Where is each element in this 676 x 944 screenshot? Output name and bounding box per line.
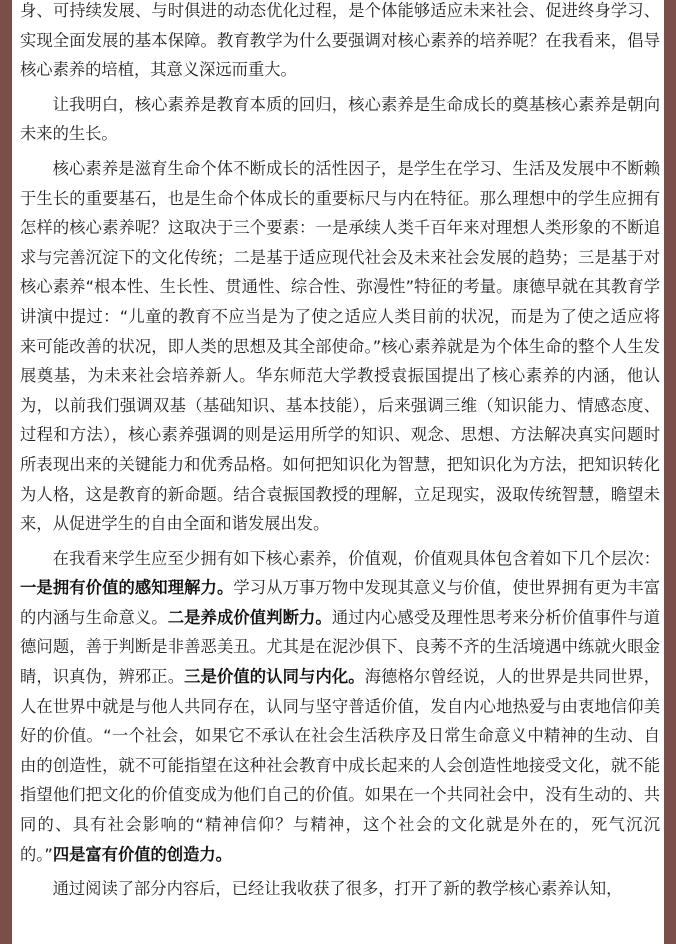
article-page [12, 0, 664, 944]
paragraph-2: 让我明白，核心素养是教育本质的回归，核心素养是生命成长的奠基核心素养是朝向未来的生长。 [20, 94, 660, 144]
paragraph-4-text-2: 学习从万事万物中发现其意义与价值，使世界拥有更为丰富的内涵与生命意义。 [20, 578, 660, 627]
paragraph-4-bold-2: 二是养成价值判断力。 [167, 607, 332, 627]
paragraph-3: 核心素养是滋育生命个体不断成长的活性因子，是学生在学习、生活及发展中不断赖于生长的重要基石，也是生命个体成长的重要标尺与内在特征。那么理想中的学生应拥有怎样的核心素养呢？这取决于三个要素：一是承续人类千百年来对理想人类形象的不断追求与完善沉淀下的文化传统；二是基于适应现代社会及未来社会发展的趋势；三是基于对核心素养“根本性、生长性、贯通性、综合性、弥漫性”特征的考量。康德早就在其教育学讲演中提过：“儿童的教育不应当是为了使之适应人类目前的状况，而是为了使之适应将来可能改善的状况，即人类的思想及其全部使命。”核心素养就是为个体生命的整个人生发展奠基，为未来社会培养新人。华东师范大学教授袁振国提出了核心素养的内涵，他认为，以前我们强调双基（基础知识、基本技能），后来强调三维（知识能力、情感态度、过程和方法），核心素养强调的则是运用所学的知识、观念、思想、方法解决真实问题时所表现出来的关键能力和优秀品格。如何把知识化为智慧，把知识化为方法，把知识转化为人格，这是教育的新命题。结合袁振国教授的理解，立足现实，汲取传统智慧，瞻望未来，从促进学生的自由全面和谐发展出发。 [20, 158, 660, 534]
paragraph-4-text-3: 通过内心感受及理性思考来分析价值事件与道德问题，善于判断是非善恶美丑。尤其是在泥沙俱下、良莠不齐的生活境遇中练就火眼金睛，识真伪，辨邪正。 [20, 607, 660, 687]
paragraph-4-bold-1: 一是拥有价值的感知理解力。 [20, 578, 234, 598]
article-body [20, 0, 660, 909]
paragraph-4-bold-3: 三是价值的认同与内化。 [184, 667, 365, 687]
paragraph-4 [20, 544, 660, 870]
paragraph-4-text-1: 在我看来学生应至少拥有如下核心素养，价值观，价值观具体包含着如下几个层次： [52, 548, 660, 568]
paragraph-4-bold-4: 四是富有价值的创造力。 [52, 844, 232, 864]
paragraph-1: 身、可持续发展、与时俱进的动态优化过程，是个体能够适应未来社会、促进终身学习、实现全面发展的基本保障。教育教学为什么要强调对核心素养的培养呢？在我看来，倡导核心素养的培植，其意义深远而重大。 [20, 1, 660, 80]
paragraph-5: 通过阅读了部分内容后，已经让我收获了很多，打开了新的教学核心素养认知， [52, 879, 623, 899]
paragraph-4-text-4: 海德格尔曾经说，人的世界是共同世界，人在世界中就是与他人共同存在，认同与坚守普适价值，发自内心地热爱与由衷地信仰美好的价值。“一个社会，如果它不承认在社会生活秩序及日常生命意义中精神的生动、自由的创造性，就不可能指望在这种社会教育中成长起来的人会创造性地接受文化，就不能指望他们把文化的价值变成为他们自己的价值。如果在一个共同社会中，没有生动的、共同的、具有社会影响的“精神信仰？与精神，这个社会的文化就是外在的，死气沉沉的。” [20, 667, 660, 864]
